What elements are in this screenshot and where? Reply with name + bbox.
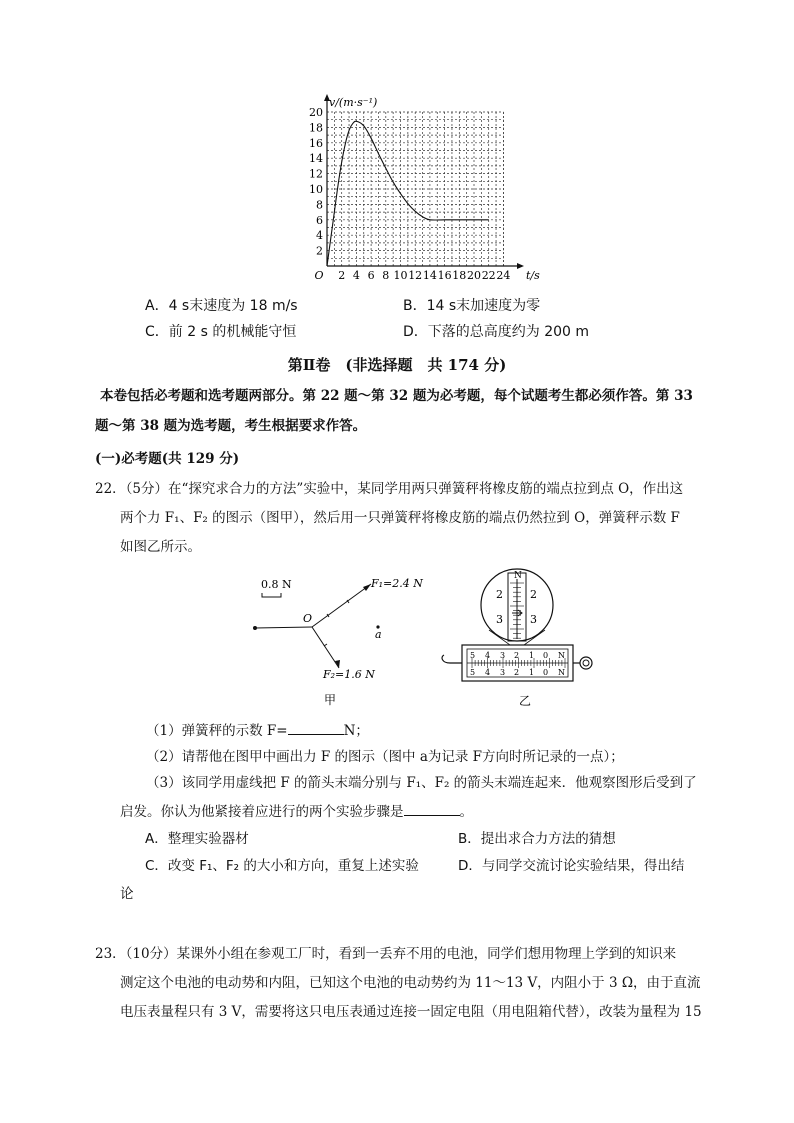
figure-jia-caption: 甲 [324, 693, 337, 707]
x-tick-label: 12 [408, 269, 423, 282]
q22-option-d: D．与同学交流讨论实验结果，得出结 [458, 858, 685, 874]
balance-bottom-label: 2 [514, 668, 520, 677]
q22-option-c: C．改变 F₁、F₂ 的大小和方向，重复上述实验 [145, 858, 419, 874]
hook-icon [442, 655, 462, 663]
force-f1-label: F₁=2.4 N [371, 577, 423, 590]
balance-top-label: 4 [485, 651, 491, 660]
y-tick-label: 6 [316, 213, 323, 227]
q22-sub3-line2: 启发。你认为他紧接着应进行的两个实验步骤是 。 [120, 804, 473, 820]
q22-sub1-text: （1）弹簧秤的示数 F= [146, 723, 288, 739]
balance-top-label: 0 [543, 651, 549, 660]
balance-top-label: 3 [500, 651, 506, 660]
y-tick-label: 10 [309, 183, 323, 196]
y-tick-label: 4 [316, 229, 323, 243]
balance-bottom-label: 5 [470, 668, 476, 677]
scale-bar [262, 593, 281, 597]
x-tick-label: 8 [382, 269, 390, 282]
force-f1-arrow [312, 584, 371, 627]
point-a-label: a [375, 628, 382, 641]
q23-stem-line3: 电压表量程只有 3 V，需要将这只电压表通过连接一固定电阻（用电阻箱代替），改装为量程为 15 [120, 1004, 702, 1020]
q23-stem-line1: 23．（10分）某课外小组在参观工厂时，看到一丢弃不用的电池，同学们想用物理上学到的知识来 [95, 946, 677, 962]
q21-option-b: B．14 s末加速度为零 [403, 298, 541, 314]
q22-sub1-unit: N； [343, 723, 369, 739]
x-tick-label: 6 [367, 269, 375, 282]
y-tick-label: 20 [309, 106, 323, 119]
dial-right-3: 3 [530, 613, 537, 626]
q22-sub1-blank[interactable] [288, 734, 344, 735]
q21-option-c: C．前 2 s 的机械能守恒 [145, 324, 297, 340]
y-tick-label: 16 [309, 136, 323, 150]
balance-bottom-label: 1 [529, 668, 535, 677]
balance-top-label: 2 [514, 651, 520, 660]
q22-stem-line3: 如图乙所示。 [120, 539, 201, 555]
x-axis-label: t/s [526, 269, 540, 282]
q22-stem-line2: 两个力 F₁、F₂ 的图示（图甲），然后用一只弹簧秤将橡皮筋的端点仍然拉到 O，弹簧秤示数 F [120, 510, 680, 526]
x-tick-label: 18 [452, 269, 467, 282]
x-tick-label: 22 [481, 269, 496, 282]
q22-sub3-blank[interactable] [404, 815, 460, 816]
force-f2-label: F₂=1.6 N [323, 668, 375, 681]
balance-bottom-label: 4 [485, 668, 491, 677]
figure-jia [245, 570, 435, 710]
force-f1-arrowhead [363, 584, 371, 591]
q21-option-d: D．下落的总高度约为 200 m [403, 324, 590, 340]
dial-unit: N [514, 571, 522, 581]
origin-label: O [314, 269, 324, 282]
velocity-time-chart [300, 92, 540, 287]
x-axis-arrow [517, 263, 524, 269]
point-o-label: O [303, 612, 313, 625]
balance-top-label: 1 [529, 651, 535, 660]
dial-right-2: 2 [530, 588, 537, 601]
q22-option-d-wrap: 论 [120, 886, 134, 902]
x-tick-label: 20 [467, 269, 481, 282]
y-tick-label: 12 [309, 167, 323, 181]
q22-option-a: A．整理实验器材 [145, 831, 249, 847]
x-tick-label: 2 [338, 269, 346, 282]
chart-grid [327, 112, 503, 266]
y-tick-label: 14 [309, 152, 323, 166]
section-intro-line2: 题～第 38 题为选考题，考生根据要求作答。 [95, 418, 367, 434]
balance-bottom-label: 0 [543, 668, 549, 677]
x-tick-label: 4 [352, 269, 360, 282]
q22-option-b: B．提出求合力方法的猜想 [458, 831, 616, 847]
q22-sub1 [146, 721, 369, 741]
balance-bottom-label: 3 [500, 668, 506, 677]
y-axis-label: v/(m·s⁻¹) [329, 96, 378, 109]
scale-label: 0.8 N [261, 578, 292, 591]
x-tick-label: 16 [437, 269, 452, 282]
q23-stem-line2: 测定这个电池的电动势和内阻，已知这个电池的电动势约为 11～13 V，内阻小于 3 Ω，由于直流 [120, 975, 701, 991]
q21-option-a: A．4 s末速度为 18 m/s [145, 298, 298, 314]
force-f2-arrowhead [335, 660, 340, 668]
q22-sub3-line1: （3）该同学用虚线把 F 的箭头末端分别与 F₁、F₂ 的箭头末端连起来．他观察图形后受到了 [146, 775, 697, 791]
q22-sub2: （2）请帮他在图甲中画出力 F 的图示（图中 a为记录 F方向时所记录的一点）； [146, 749, 624, 765]
force-f2-arrow [312, 627, 339, 668]
y-tick-label: 18 [309, 121, 323, 135]
y-tick-label: 8 [316, 198, 323, 212]
balance-top-label: N [558, 651, 565, 660]
dial-left-2: 2 [496, 588, 503, 601]
figure-yi-caption: 乙 [519, 694, 532, 708]
rubber-band-end [253, 626, 257, 630]
balance-top-label: 5 [470, 651, 476, 660]
x-tick-label: 10 [393, 269, 408, 282]
q22-sub3-text: 启发。你认为他紧接着应进行的两个实验步骤是 [120, 804, 404, 820]
dial-left-3: 3 [496, 613, 503, 626]
x-tick-label: 24 [496, 269, 511, 282]
figure-yi [432, 565, 602, 710]
q22-stem-line1: 22．（5分）在“探究求合力的方法”实验中，某同学用两只弹簧秤将橡皮筋的端点拉到点 O，作出这 [95, 481, 684, 497]
balance-bottom-label: N [558, 668, 565, 677]
rubber-band-line [255, 627, 312, 628]
section-title: 第Ⅱ卷 (非选择题 共 174 分) [287, 356, 507, 374]
y-tick-label: 2 [316, 244, 323, 258]
ring-icon [580, 657, 592, 669]
x-tick-label: 14 [422, 269, 437, 282]
section-intro-line1: 本卷包括必考题和选考题两部分。第 22 题～第 32 题为必考题，每个试题考生都必须作答。第 33 [100, 388, 693, 404]
subsection-title: (一)必考题(共 129 分) [95, 451, 240, 467]
